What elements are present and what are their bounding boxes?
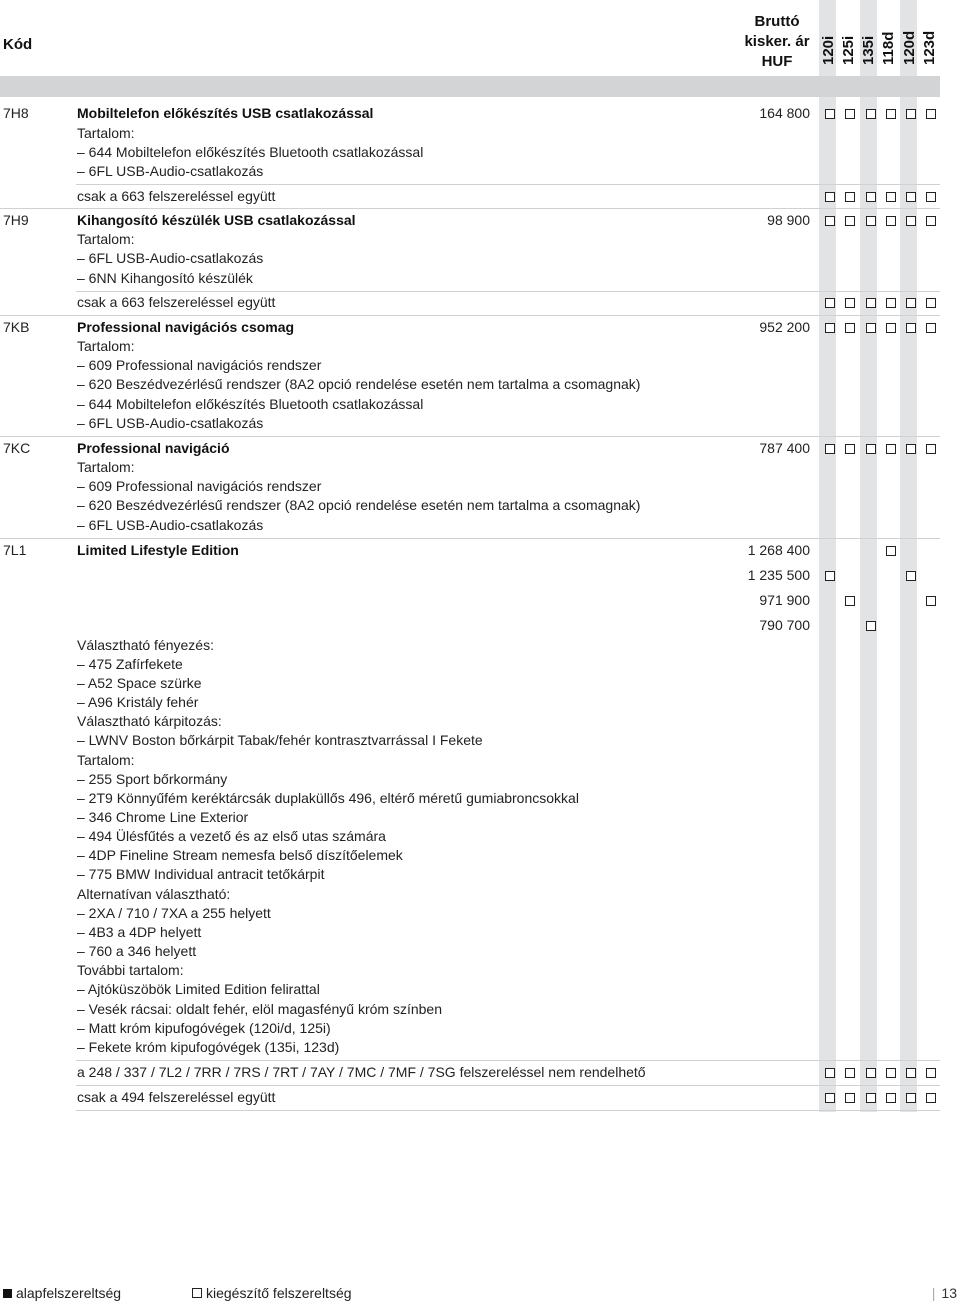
- contents-item: – 644 Mobiltelefon előkészítés Bluetooth csatlakozással: [77, 396, 424, 412]
- availability-box-135i: [866, 109, 876, 119]
- column-stripe-120d: [900, 0, 917, 1112]
- separator-icon: |: [931, 1285, 936, 1301]
- header-price-line: Bruttó: [754, 13, 800, 30]
- header-price-label: [727, 12, 827, 72]
- detail-line: – 4DP Fineline Stream nemesfa belső díszítőelemek: [77, 847, 403, 863]
- detail-line: Tartalom:: [77, 752, 135, 768]
- availability-box-120i: [825, 1068, 835, 1078]
- header-band: [0, 76, 940, 97]
- availability-box-125i: [845, 1093, 855, 1103]
- header-code-label: Kód: [3, 36, 33, 53]
- availability-box-135i: [886, 546, 896, 556]
- availability-box-125i: [845, 109, 855, 119]
- contents-item: – 644 Mobiltelefon előkészítés Bluetooth csatlakozással: [77, 144, 424, 160]
- availability-box-118d: [886, 298, 896, 308]
- availability-box-125i: [845, 192, 855, 202]
- availability-box-120i: [825, 216, 835, 226]
- row-divider: [0, 436, 940, 437]
- legend-standard-label: alapfelszereltség: [16, 1285, 122, 1301]
- availability-box-120d: [906, 109, 916, 119]
- detail-line: – A52 Space szürke: [77, 675, 202, 691]
- detail-line: – Matt króm kipufogóvégek (120i/d, 125i): [77, 1020, 331, 1036]
- column-stripe-135i: [860, 0, 877, 1112]
- contents-item: – 6FL USB-Audio-csatlakozás: [77, 517, 264, 533]
- page-number-value: 13: [941, 1285, 957, 1301]
- availability-box-118d: [886, 323, 896, 333]
- detail-line: További tartalom:: [77, 962, 184, 978]
- row-divider: [0, 538, 940, 539]
- availability-box-125i: [845, 596, 855, 606]
- availability-box-118d: [886, 1068, 896, 1078]
- availability-box-123d: [926, 109, 936, 119]
- availability-box-118d: [886, 192, 896, 202]
- contents-item: – 609 Professional navigációs rendszer: [77, 478, 322, 494]
- detail-line: – 2XA / 710 / 7XA a 255 helyett: [77, 905, 271, 921]
- availability-box-123d: [926, 1068, 936, 1078]
- availability-box-120d: [906, 192, 916, 202]
- legend-optional: [192, 1285, 352, 1301]
- model-header-118d: 118d: [880, 31, 897, 65]
- availability-box-135i: [866, 323, 876, 333]
- availability-box-125i: [845, 444, 855, 454]
- contents-item: – 6FL USB-Audio-csatlakozás: [77, 163, 264, 179]
- option-note: csak a 494 felszereléssel együtt: [77, 1089, 276, 1105]
- row-divider: [76, 1085, 940, 1086]
- contents-item: – 609 Professional navigációs rendszer: [77, 357, 322, 373]
- availability-box-120i: [825, 323, 835, 333]
- legend-optional-label: kiegészítő felszereltség: [206, 1285, 352, 1301]
- detail-line: – Fekete króm kipufogóvégek (135i, 123d): [77, 1039, 340, 1055]
- option-price: 1 235 500: [747, 567, 810, 583]
- availability-box-135i: [866, 1093, 876, 1103]
- availability-box-123d: [926, 192, 936, 202]
- availability-box-118d: [886, 444, 896, 454]
- option-code: 7KC: [3, 440, 31, 456]
- availability-box-123d: [926, 596, 936, 606]
- availability-box-120i: [825, 1093, 835, 1103]
- availability-box-120i: [825, 444, 835, 454]
- option-code: 7H9: [3, 212, 29, 228]
- option-title: Professional navigációs csomag: [77, 319, 295, 335]
- model-header-123d: 123d: [921, 30, 938, 65]
- contents-label: Tartalom:: [77, 125, 135, 141]
- contents-label: Tartalom:: [77, 459, 135, 475]
- availability-box-120d: [906, 444, 916, 454]
- availability-box-120d: [906, 1068, 916, 1078]
- detail-line: Alternatívan választható:: [77, 886, 231, 902]
- detail-line: – Ajtóküszöbök Limited Edition felirattal: [77, 981, 320, 997]
- row-divider: [76, 1060, 940, 1061]
- option-price: 787 400: [759, 440, 810, 456]
- legend-standard: [3, 1285, 121, 1301]
- availability-box-123d: [926, 216, 936, 226]
- page-number: [932, 1285, 957, 1301]
- availability-box-123d: [926, 444, 936, 454]
- availability-box-120i: [825, 192, 835, 202]
- detail-line: – 475 Zafírfekete: [77, 656, 183, 672]
- availability-box-125i: [845, 216, 855, 226]
- availability-box-125i: [845, 298, 855, 308]
- contents-item: – 620 Beszédvezérlésű rendszer (8A2 opció rendelése esetén nem tartalma a csomagnak): [77, 497, 641, 513]
- contents-label: Tartalom:: [77, 338, 135, 354]
- availability-box-120d: [906, 216, 916, 226]
- option-price: 98 900: [767, 212, 810, 228]
- option-title: Professional navigáció: [77, 440, 230, 456]
- availability-box-135i: [866, 192, 876, 202]
- contents-item: – 6FL USB-Audio-csatlakozás: [77, 415, 264, 431]
- model-header-135i: 135i: [860, 35, 877, 65]
- availability-box-120d: [906, 571, 916, 581]
- detail-line: – 346 Chrome Line Exterior: [77, 809, 249, 825]
- option-code: 7KB: [3, 319, 30, 335]
- row-divider: [76, 1110, 940, 1111]
- contents-item: – 6FL USB-Audio-csatlakozás: [77, 250, 264, 266]
- contents-item: – 6NN Kihangosító készülék: [77, 270, 253, 286]
- header-price-line: HUF: [761, 53, 793, 70]
- row-divider: [0, 315, 940, 316]
- empty-square-icon: [192, 1288, 202, 1298]
- availability-box-125i: [845, 323, 855, 333]
- option-note: csak a 663 felszereléssel együtt: [77, 294, 276, 310]
- contents-label: Tartalom:: [77, 231, 135, 247]
- option-price: 164 800: [759, 105, 810, 121]
- model-header-120d: 120d: [901, 30, 918, 65]
- detail-line: – 494 Ülésfűtés a vezető és az első utas számára: [77, 828, 386, 844]
- option-price: 790 700: [759, 617, 810, 633]
- availability-box-135i: [866, 298, 876, 308]
- option-price: 1 268 400: [747, 542, 810, 558]
- availability-box-120i: [825, 571, 835, 581]
- column-stripe-120i: [819, 0, 836, 1112]
- availability-box-125i: [845, 1068, 855, 1078]
- filled-square-icon: [3, 1289, 12, 1298]
- contents-item: – 620 Beszédvezérlésű rendszer (8A2 opció rendelése esetén nem tartalma a csomagnak): [77, 376, 641, 392]
- availability-box-135i: [866, 444, 876, 454]
- availability-box-120d: [906, 1093, 916, 1103]
- availability-box-118d: [886, 216, 896, 226]
- option-title: Limited Lifestyle Edition: [77, 542, 239, 558]
- availability-box-135i: [866, 1068, 876, 1078]
- model-header-120i: 120i: [820, 35, 837, 65]
- detail-line: – 775 BMW Individual antracit tetőkárpit: [77, 866, 325, 882]
- availability-box-120d: [906, 298, 916, 308]
- detail-line: – 255 Sport bőrkormány: [77, 771, 228, 787]
- detail-line: Választható kárpitozás:: [77, 713, 222, 729]
- option-code: 7L1: [3, 542, 27, 558]
- row-divider: [0, 208, 940, 209]
- option-code: 7H8: [3, 105, 29, 121]
- availability-box-120i: [825, 109, 835, 119]
- availability-box-135i: [866, 216, 876, 226]
- option-title: Kihangosító készülék USB csatlakozással: [77, 212, 356, 228]
- detail-line: – LWNV Boston bőrkárpit Tabak/fehér kontrasztvarrással I Fekete: [77, 732, 483, 748]
- detail-line: – 4B3 a 4DP helyett: [77, 924, 202, 940]
- availability-box-123d: [926, 298, 936, 308]
- option-price: 952 200: [759, 319, 810, 335]
- option-price: 971 900: [759, 592, 810, 608]
- availability-box-120i: [825, 298, 835, 308]
- option-note: csak a 663 felszereléssel együtt: [77, 188, 276, 204]
- detail-line: – 760 a 346 helyett: [77, 943, 197, 959]
- availability-box-120d: [906, 323, 916, 333]
- availability-box-118d: [866, 621, 876, 631]
- header-price-line: kisker. ár: [744, 33, 810, 50]
- detail-line: – Vesék rácsai: oldalt fehér, elöl magasfényű króm színben: [77, 1001, 442, 1017]
- row-divider: [76, 291, 940, 292]
- availability-box-123d: [926, 1093, 936, 1103]
- availability-box-118d: [886, 1093, 896, 1103]
- availability-box-123d: [926, 323, 936, 333]
- detail-line: – A96 Kristály fehér: [77, 694, 199, 710]
- option-note: a 248 / 337 / 7L2 / 7RR / 7RS / 7RT / 7AY / 7MC / 7MF / 7SG felszereléssel nem rendelhető: [77, 1064, 646, 1080]
- detail-line: Választható fényezés:: [77, 637, 214, 653]
- detail-line: – 2T9 Könnyűfém keréktárcsák duplaküllős 496, eltérő méretű gumiabroncsokkal: [77, 790, 579, 806]
- availability-box-118d: [886, 109, 896, 119]
- model-header-125i: 125i: [840, 35, 857, 65]
- option-title: Mobiltelefon előkészítés USB csatlakozással: [77, 105, 374, 121]
- row-divider: [76, 184, 940, 185]
